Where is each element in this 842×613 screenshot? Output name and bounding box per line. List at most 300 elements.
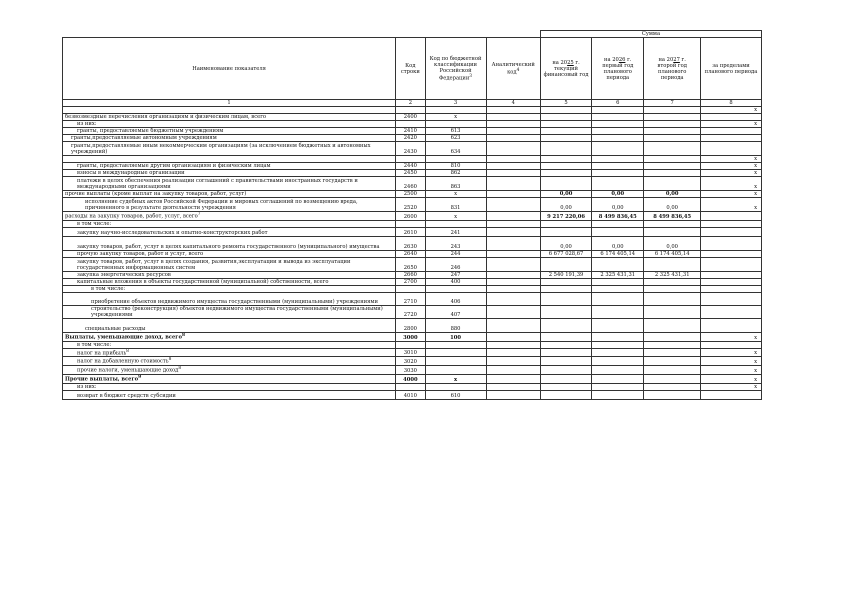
row-s4-cell: x: [700, 163, 761, 170]
row-name-cell: [63, 128, 396, 135]
row-code-cell: 2500: [396, 191, 425, 198]
row-s4-cell: x: [700, 198, 761, 212]
row-s2-cell: [592, 374, 644, 383]
row-name-cell: [63, 163, 396, 170]
row-bk-cell: x: [425, 114, 486, 121]
row-bk-cell: [425, 121, 486, 128]
row-s2-cell: [592, 114, 644, 121]
row-an-cell: [486, 121, 540, 128]
row-bk-cell: x: [425, 374, 486, 383]
row-s4-cell: [700, 251, 761, 258]
row-bk-cell: 243: [425, 237, 486, 251]
row-bk-cell: 862: [425, 170, 486, 177]
row-s1-cell: [540, 357, 591, 366]
row-name-cell: [63, 348, 396, 357]
row-name-cell: [63, 191, 396, 198]
row-code-cell: 2800: [396, 319, 425, 333]
table-row: [63, 191, 762, 198]
row-s3-cell: [644, 156, 701, 163]
row-name-cell: [63, 341, 396, 348]
row-an-cell: [486, 258, 540, 272]
row-bk-cell: 406: [425, 293, 486, 306]
row-s3-cell: [644, 114, 701, 121]
row-name-cell: [63, 135, 396, 142]
row-s3-cell: [644, 306, 701, 319]
row-s1-cell: [540, 135, 591, 142]
row-name-cell: [63, 142, 396, 156]
row-name-text: безвозмездные перечисления организациям и физическим лицам, всего: [65, 114, 267, 120]
row-s3-cell: [644, 383, 701, 390]
row-s4-cell: [700, 293, 761, 306]
row-s2-cell: 8 499 836,45: [592, 212, 644, 221]
row-name-text: из них:: [77, 121, 97, 127]
row-s2-cell: [592, 228, 644, 237]
row-s2-cell: [592, 293, 644, 306]
row-code-cell: 4000: [396, 374, 425, 383]
row-s1-cell: [540, 228, 591, 237]
row-code-cell: 2650: [396, 258, 425, 272]
row-name-text: гранты, предоставляемые другим организациям и физическим лицам: [77, 163, 271, 169]
row-name-cell: [63, 114, 396, 121]
row-name-text: Выплаты, уменьшающие доход, всего: [65, 334, 182, 341]
row-s4-cell: [700, 142, 761, 156]
row-code-cell: 2440: [396, 163, 425, 170]
table-row: [63, 221, 762, 228]
row-s2-cell: [592, 390, 644, 399]
row-s3-cell: [644, 286, 701, 293]
table-row: [63, 228, 762, 237]
col-code-header: Код строки: [396, 38, 425, 100]
row-s4-cell: x: [700, 177, 761, 191]
row-an-cell: [486, 221, 540, 228]
row-s3-cell: [644, 142, 701, 156]
table-row: [63, 383, 762, 390]
row-s3-cell: 6 174 405,14: [644, 251, 701, 258]
row-code-cell: 2660: [396, 272, 425, 279]
row-code-cell: 2710: [396, 293, 425, 306]
row-name-text: прочие налоги, уменьшающие доход: [77, 367, 179, 374]
table-row: [63, 177, 762, 191]
row-s2-cell: [592, 348, 644, 357]
row-s2-cell: [592, 135, 644, 142]
row-s2-cell: [592, 258, 644, 272]
row-name-text: в том числе:: [77, 221, 112, 227]
row-an-cell: [486, 251, 540, 258]
row-s1-cell: [540, 319, 591, 333]
row-s4-cell: [700, 279, 761, 286]
row-s2-cell: 0,00: [592, 237, 644, 251]
row-s4-cell: [700, 228, 761, 237]
row-s3-cell: [644, 121, 701, 128]
row-s4-cell: x: [700, 107, 761, 114]
row-s1-cell: [540, 286, 591, 293]
row-s3-cell: [644, 163, 701, 170]
table-row: [63, 237, 762, 251]
table-row: [63, 163, 762, 170]
row-s4-cell: [700, 221, 761, 228]
row-s2-cell: [592, 341, 644, 348]
row-an-cell: [486, 212, 540, 221]
row-code-cell: 2610: [396, 228, 425, 237]
row-s1-cell: [540, 107, 591, 114]
row-s3-cell: [644, 228, 701, 237]
row-s1-cell: [540, 121, 591, 128]
table-row: [63, 128, 762, 135]
footnote-mark: 8: [178, 366, 182, 372]
row-an-cell: [486, 114, 540, 121]
row-name-text: платежи в целях обеспечения реализации соглашений с правительствами иностранных государств и международными организациями: [77, 178, 358, 190]
row-code-cell: 2420: [396, 135, 425, 142]
row-s1-cell: [540, 333, 591, 342]
row-s1-cell: [540, 348, 591, 357]
row-s4-cell: [700, 114, 761, 121]
row-name-cell: [63, 107, 396, 114]
row-name-cell: [63, 279, 396, 286]
row-s4-cell: x: [700, 121, 761, 128]
row-bk-cell: [425, 156, 486, 163]
row-bk-cell: 880: [425, 319, 486, 333]
row-bk-cell: [425, 341, 486, 348]
row-name-text: прочую закупку товаров, работ и услуг, всего: [77, 251, 204, 257]
document-sheet: [62, 30, 762, 400]
row-code-cell: 2720: [396, 306, 425, 319]
row-s1-cell: [540, 142, 591, 156]
row-s1-cell: [540, 306, 591, 319]
row-bk-cell: 831: [425, 198, 486, 212]
row-s1-cell: [540, 374, 591, 383]
row-s4-cell: [700, 286, 761, 293]
row-s4-cell: x: [700, 374, 761, 383]
row-an-cell: [486, 306, 540, 319]
row-an-cell: [486, 383, 540, 390]
row-s2-cell: [592, 366, 644, 375]
row-s2-cell: [592, 163, 644, 170]
row-s1-cell: [540, 114, 591, 121]
row-name-text: в том числе:: [91, 286, 126, 292]
row-s4-cell: [700, 237, 761, 251]
row-an-cell: [486, 198, 540, 212]
row-code-cell: 2630: [396, 237, 425, 251]
row-code-cell: [396, 107, 425, 114]
footnote-mark: 8: [168, 357, 172, 363]
row-code-cell: 3010: [396, 348, 425, 357]
row-name-cell: [63, 251, 396, 258]
row-an-cell: [486, 366, 540, 375]
row-s2-cell: 0,00: [592, 191, 644, 198]
row-name-text: закупку товаров, работ, услуг в целях создания, развития,эксплуатации и вывода из эксплуатации государственных информационных систем: [77, 259, 351, 271]
table-row: [63, 198, 762, 212]
row-name-text: налог на прибыль: [77, 350, 127, 357]
row-name-text: закупку товаров, работ, услуг в целях капитального ремонта государственного (муниципального) имущества: [77, 244, 380, 250]
row-s4-cell: x: [700, 156, 761, 163]
row-code-cell: [396, 286, 425, 293]
table-row: [63, 341, 762, 348]
row-bk-cell: 247: [425, 272, 486, 279]
row-s2-cell: [592, 221, 644, 228]
row-bk-cell: 810: [425, 163, 486, 170]
row-s2-cell: [592, 383, 644, 390]
table-row: [63, 390, 762, 399]
row-name-cell: [63, 177, 396, 191]
row-name-text: закупку научно-исследовательских и опытно-конструкторских работ: [77, 230, 268, 236]
table-row: [63, 366, 762, 375]
table-row: [63, 251, 762, 258]
table-row: [63, 170, 762, 177]
row-bk-cell: 623: [425, 135, 486, 142]
row-an-cell: [486, 279, 540, 286]
col-s3-header: на 2027 г. второй год планового периода: [644, 38, 701, 100]
row-s1-cell: [540, 279, 591, 286]
row-bk-cell: x: [425, 212, 486, 221]
row-name-text: исполнение судебных актов Российской Федерации и мировых соглашений по возмещению вреда, причиненного в результате деятельности учреждения: [85, 199, 358, 211]
row-code-cell: 2410: [396, 128, 425, 135]
row-name-cell: [63, 374, 396, 383]
col-s2-header: на 2026 г. первый год планового периода: [592, 38, 644, 100]
row-name-text: в том числе:: [77, 341, 112, 348]
row-name-cell: [63, 319, 396, 333]
row-name-text: гранты,предоставляемые автономным учреждениям: [71, 135, 217, 141]
row-code-cell: [396, 221, 425, 228]
row-s3-cell: [644, 333, 701, 342]
row-s4-cell: [700, 319, 761, 333]
row-code-cell: 2700: [396, 279, 425, 286]
row-code-cell: [396, 121, 425, 128]
row-s3-cell: [644, 279, 701, 286]
row-name-cell: [63, 221, 396, 228]
row-s1-cell: [540, 366, 591, 375]
column-number-row: 1 2 3 4 5 6 7 8: [63, 100, 762, 107]
row-bk-cell: 241: [425, 228, 486, 237]
table-row: [63, 121, 762, 128]
row-bk-cell: 400: [425, 279, 486, 286]
row-s1-cell: [540, 170, 591, 177]
row-bk-cell: 613: [425, 128, 486, 135]
row-s3-cell: 0,00: [644, 198, 701, 212]
row-name-cell: [63, 258, 396, 272]
row-s4-cell: x: [700, 191, 761, 198]
row-an-cell: [486, 374, 540, 383]
row-s3-cell: 0,00: [644, 237, 701, 251]
row-s1-cell: [540, 156, 591, 163]
row-name-cell: [63, 390, 396, 399]
row-s3-cell: [644, 374, 701, 383]
row-code-cell: 2600: [396, 212, 425, 221]
row-an-cell: [486, 128, 540, 135]
row-s2-cell: [592, 128, 644, 135]
footnote-mark: 8: [181, 333, 185, 338]
row-name-text: возврат в бюджет средств субсидии: [77, 392, 176, 399]
row-name-cell: [63, 286, 396, 293]
row-bk-cell: 610: [425, 390, 486, 399]
row-code-cell: 2640: [396, 251, 425, 258]
row-an-cell: [486, 156, 540, 163]
row-s3-cell: 2 325 431,31: [644, 272, 701, 279]
row-name-cell: [63, 293, 396, 306]
row-name-text: налог на добавленную стоимость: [77, 359, 169, 366]
row-code-cell: [396, 156, 425, 163]
row-an-cell: [486, 319, 540, 333]
row-an-cell: [486, 135, 540, 142]
row-s3-cell: [644, 177, 701, 191]
row-bk-cell: [425, 221, 486, 228]
row-s3-cell: 8 499 836,45: [644, 212, 701, 221]
row-s2-cell: 0,00: [592, 198, 644, 212]
row-s4-cell: [700, 272, 761, 279]
row-an-cell: [486, 286, 540, 293]
row-code-cell: 2520: [396, 198, 425, 212]
row-s4-cell: [700, 341, 761, 348]
row-s2-cell: 2 325 431,31: [592, 272, 644, 279]
row-code-cell: 2450: [396, 170, 425, 177]
row-s3-cell: [644, 357, 701, 366]
row-name-text: специальные расходы: [85, 326, 146, 332]
col-bk-header: Код по бюджетной классификации Российской Федерации$^3$: [425, 38, 486, 100]
row-bk-cell: [425, 107, 486, 114]
table-row: [63, 107, 762, 114]
row-s1-cell: 2 540 191,39: [540, 272, 591, 279]
row-s1-cell: 0,00: [540, 198, 591, 212]
row-an-cell: [486, 228, 540, 237]
col-name-header: Наименование показателя: [63, 38, 396, 100]
row-name-cell: [63, 170, 396, 177]
row-an-cell: [486, 272, 540, 279]
row-code-cell: [396, 341, 425, 348]
table-row: [63, 333, 762, 342]
col-s1-header: на 2025 г. текущий финансовый год: [540, 38, 591, 100]
row-name-cell: [63, 333, 396, 342]
table-row: [63, 114, 762, 121]
row-s4-cell: x: [700, 170, 761, 177]
table-row: [63, 374, 762, 383]
row-bk-cell: [425, 357, 486, 366]
row-an-cell: [486, 170, 540, 177]
row-name-text: взносы в международные организации: [77, 170, 185, 176]
row-s4-cell: x: [700, 366, 761, 375]
row-name-cell: [63, 306, 396, 319]
row-s1-cell: [540, 177, 591, 191]
row-an-cell: [486, 333, 540, 342]
row-an-cell: [486, 191, 540, 198]
row-s4-cell: [700, 135, 761, 142]
row-an-cell: [486, 163, 540, 170]
row-name-text: гранты,предоставляемые иным некоммерческим организациям (за исключением бюджетных и автономных учреждений): [71, 143, 371, 155]
row-s2-cell: [592, 170, 644, 177]
table-row: [63, 293, 762, 306]
row-s1-cell: [540, 383, 591, 390]
footnote-mark: 9: [138, 374, 142, 380]
table-row: [63, 357, 762, 366]
row-name-text: Прочие выплаты, всего: [65, 376, 139, 383]
table-row: [63, 258, 762, 272]
row-name-cell: [63, 357, 396, 366]
table-row: [63, 135, 762, 142]
row-s2-cell: [592, 306, 644, 319]
table-row: [63, 279, 762, 286]
row-s4-cell: x: [700, 333, 761, 342]
sum-header: Сумма: [540, 31, 761, 38]
row-s4-cell: [700, 306, 761, 319]
row-name-text: строительство (реконструкция) объектов недвижимого имущества государственными (муниципальными) учреждениями: [91, 306, 383, 318]
row-s3-cell: [644, 258, 701, 272]
row-name-text: капитальные вложения в объекты государственной (муниципальной) собственности, всего: [77, 279, 329, 285]
row-code-cell: 4010: [396, 390, 425, 399]
row-bk-cell: 246: [425, 258, 486, 272]
col-s4-header: за пределами планового периода: [700, 38, 761, 100]
row-code-cell: [396, 383, 425, 390]
row-s3-cell: [644, 348, 701, 357]
row-bk-cell: 244: [425, 251, 486, 258]
table-row: [63, 306, 762, 319]
row-s3-cell: [644, 135, 701, 142]
row-bk-cell: 407: [425, 306, 486, 319]
row-s1-cell: 0,00: [540, 237, 591, 251]
row-s1-cell: [540, 390, 591, 399]
row-s2-cell: [592, 156, 644, 163]
row-s1-cell: 6 677 028,67: [540, 251, 591, 258]
row-s4-cell: [700, 212, 761, 221]
row-s3-cell: [644, 170, 701, 177]
table-row: [63, 142, 762, 156]
row-bk-cell: [425, 366, 486, 375]
table-row: [63, 156, 762, 163]
row-name-text: из них:: [77, 383, 97, 390]
table-body: [63, 107, 762, 400]
row-s3-cell: [644, 366, 701, 375]
row-s4-cell: [700, 390, 761, 399]
row-bk-cell: [425, 286, 486, 293]
row-bk-cell: 863: [425, 177, 486, 191]
row-s1-cell: [540, 341, 591, 348]
row-code-cell: 2400: [396, 114, 425, 121]
row-s3-cell: [644, 221, 701, 228]
row-s3-cell: [644, 319, 701, 333]
row-s2-cell: 6 174 405,14: [592, 251, 644, 258]
row-name-text: закупка энергетических ресурсов: [77, 272, 171, 278]
row-bk-cell: [425, 383, 486, 390]
row-name-cell: [63, 366, 396, 375]
row-an-cell: [486, 107, 540, 114]
row-an-cell: [486, 293, 540, 306]
row-an-cell: [486, 142, 540, 156]
row-s1-cell: [540, 128, 591, 135]
table-row: [63, 319, 762, 333]
row-s3-cell: 0,00: [644, 191, 701, 198]
row-name-text: гранты, предоставляемые бюджетным учреждениям: [77, 128, 224, 134]
financial-plan-table: [62, 30, 762, 400]
table-row: [63, 272, 762, 279]
row-an-cell: [486, 341, 540, 348]
row-s4-cell: x: [700, 348, 761, 357]
row-s2-cell: [592, 107, 644, 114]
row-s1-cell: 0,00: [540, 191, 591, 198]
row-s2-cell: [592, 286, 644, 293]
row-an-cell: [486, 177, 540, 191]
row-s1-cell: 9 217 220,06: [540, 212, 591, 221]
row-s2-cell: [592, 357, 644, 366]
row-s3-cell: [644, 293, 701, 306]
row-bk-cell: x: [425, 191, 486, 198]
row-name-cell: [63, 198, 396, 212]
table-row: [63, 212, 762, 221]
row-s4-cell: x: [700, 357, 761, 366]
row-s2-cell: [592, 142, 644, 156]
row-name-cell: [63, 228, 396, 237]
row-s2-cell: [592, 279, 644, 286]
row-bk-cell: 100: [425, 333, 486, 342]
table-row: [63, 348, 762, 357]
row-code-cell: 2430: [396, 142, 425, 156]
row-s3-cell: [644, 341, 701, 348]
